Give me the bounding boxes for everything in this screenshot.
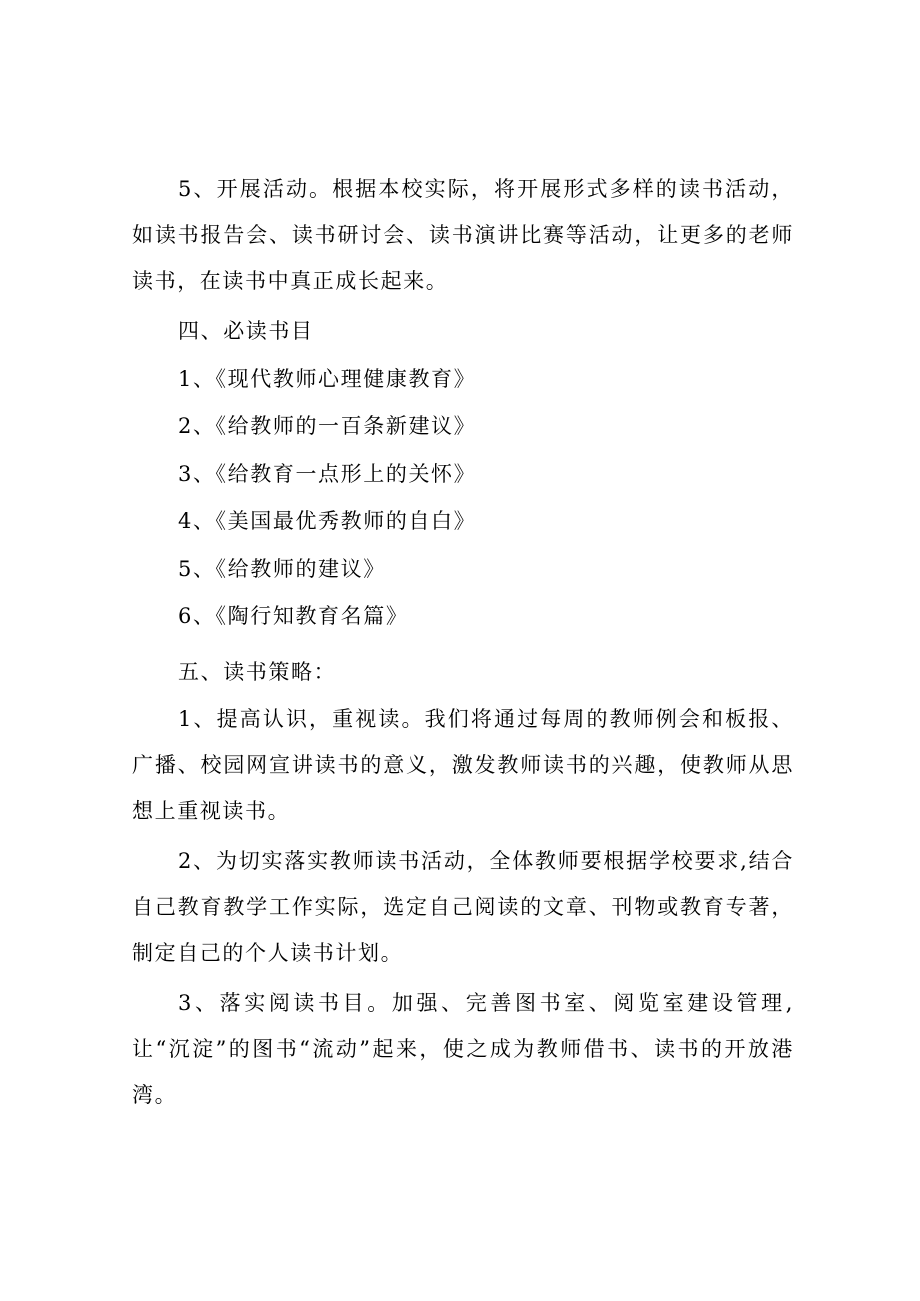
paragraph-strategy-3: 3、落实阅读书目。加强、完善图书室、阅览室建设管理,让“沉淀”的图书“流动”起来，使之成为教师借书、读书的开放港湾。 — [132, 991, 794, 1107]
paragraph-strategy-1: 1、提高认识，重视读。我们将通过每周的教师例会和板报、广播、校园网宣讲读书的意义，激发教师读书的兴趣，使教师从思想上重视读书。 — [132, 707, 794, 823]
book-item-1: 1、《现代教师心理健康教育》 — [178, 366, 477, 391]
book-item-2: 2、《给教师的一百条新建议》 — [178, 414, 477, 438]
spacer — [132, 641, 794, 649]
heading-required-books: 四、必读书目 — [178, 319, 314, 343]
paragraph-strategy-2: 2、为切实落实教师读书活动，全体教师要根据学校要求,结合自己教育教学工作实际，选定自己阅读的文章、刊物或教育专著，制定自己的个人读书计划。 — [132, 849, 794, 965]
book-item-4: 4、《美国最优秀教师的自白》 — [178, 509, 477, 533]
book-item-6: 6、《陶行知教育名篇》 — [178, 604, 409, 628]
book-item-5: 5、《给教师的建议》 — [178, 556, 386, 581]
paragraph-activities: 5、开展活动。根据本校实际，将开展形式多样的读书活动，如读书报告会、读书研讨会、读书演讲比赛等活动，让更多的老师读书，在读书中真正成长起来。 — [132, 177, 794, 293]
heading-reading-strategy: 五、读书策略： — [178, 659, 337, 684]
book-item-3: 3、《给教育一点形上的关怀》 — [178, 461, 477, 486]
document-body — [132, 166, 794, 1118]
